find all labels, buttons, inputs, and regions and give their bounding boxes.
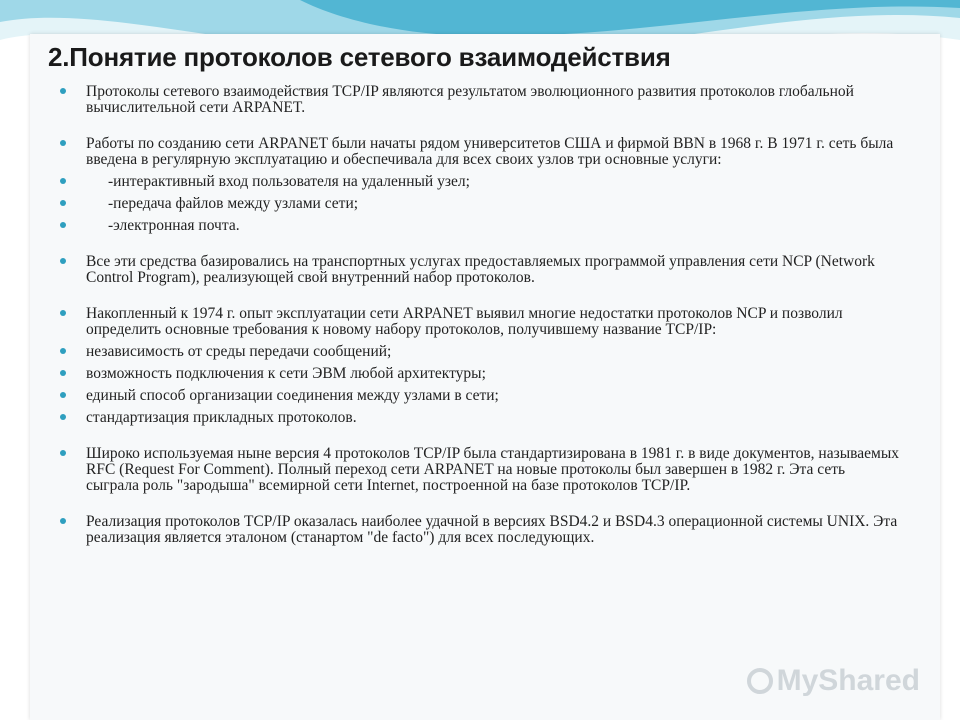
- bullet-icon: [60, 310, 66, 316]
- watermark-text: MyShared: [776, 664, 920, 697]
- bullet-text: возможность подключения к сети ЭВМ любой архитектуры;: [86, 365, 486, 382]
- bullet-text: единый способ организации соединения между узлами в сети;: [86, 387, 499, 404]
- bullet-text: Все эти средства базировались на транспортных услугах предоставляемых программой управления сети NCP (Network Control Program), реализующей свой внутренний набор протоколов.: [86, 253, 875, 286]
- bullet-icon: [60, 140, 66, 146]
- bullet-text: -интерактивный вход пользователя на удаленный узел;: [108, 173, 470, 190]
- bullet-icon: [60, 258, 66, 264]
- bullet-icon: [60, 414, 66, 420]
- bullet-item-5: [60, 218, 900, 234]
- bullet-icon: [60, 518, 66, 524]
- bullet-item-1: [60, 84, 900, 116]
- bullet-icon: [60, 348, 66, 354]
- bullet-item-11: [60, 410, 900, 426]
- bullet-item-10: [60, 388, 900, 404]
- bullet-item-3: [60, 174, 900, 190]
- watermark-logo: [747, 664, 920, 698]
- watermark-circle-icon: [747, 668, 773, 694]
- bullet-icon: [60, 450, 66, 456]
- bullet-text: Широко используемая ныне версия 4 протоколов TCP/IP была стандартизирована в 1981 г. в виде документов, называемых RFC (Request For Comment). Полный переход сети ARPANET на новые протоколы был завершен в 1982 г. Эта сеть сыграла роль "зародыша" всемирной сети Internet, построенной на базе протоколов TCP/IP.: [86, 445, 899, 494]
- bullet-text: Работы по созданию сети ARPANET были начаты рядом университетов США и фирмой BBN в 1968 г. В 1971 г. сеть была введена в регулярную эксплуатацию и обеспечивала для всех своих узлов три основные услуги:: [86, 135, 894, 168]
- bullet-item-8: [60, 344, 900, 360]
- bullet-text: Протоколы сетевого взаимодействия TCP/IP являются результатом эволюционного развития протоколов глобальной вычислительной сети ARPANET.: [86, 83, 854, 116]
- bullet-item-4: [60, 196, 900, 212]
- slide-content: [60, 84, 900, 546]
- bullet-icon: [60, 178, 66, 184]
- bullet-text: -электронная почта.: [108, 217, 240, 234]
- bullet-icon: [60, 370, 66, 376]
- bullet-text: стандартизация прикладных протоколов.: [86, 409, 357, 426]
- bullet-text: Накопленный к 1974 г. опыт эксплуатации сети ARPANET выявил многие недостатки протоколов NCP и позволил определить основные требования к новому набору протоколов, получившему название TCP/IP:: [86, 305, 843, 338]
- bullet-item-7: [60, 306, 900, 338]
- slide-title: 2.Понятие протоколов сетевого взаимодействия: [48, 42, 671, 72]
- bullet-item-9: [60, 366, 900, 382]
- bullet-icon: [60, 392, 66, 398]
- bullet-icon: [60, 200, 66, 206]
- bullet-text: -передача файлов между узлами сети;: [108, 195, 359, 212]
- bullet-icon: [60, 222, 66, 228]
- bullet-item-13: [60, 514, 900, 546]
- bullet-icon: [60, 88, 66, 94]
- bullet-text: Реализация протоколов TCP/IP оказалась наиболее удачной в версиях BSD4.2 и BSD4.3 операционной системы UNIX. Эта реализация является эталоном (станартом "de facto") для всех последующих.: [86, 513, 898, 546]
- bullet-text: независимость от среды передачи сообщений;: [86, 343, 392, 360]
- bullet-item-6: [60, 254, 900, 286]
- bullet-item-2: [60, 136, 900, 168]
- bullet-item-12: [60, 446, 900, 494]
